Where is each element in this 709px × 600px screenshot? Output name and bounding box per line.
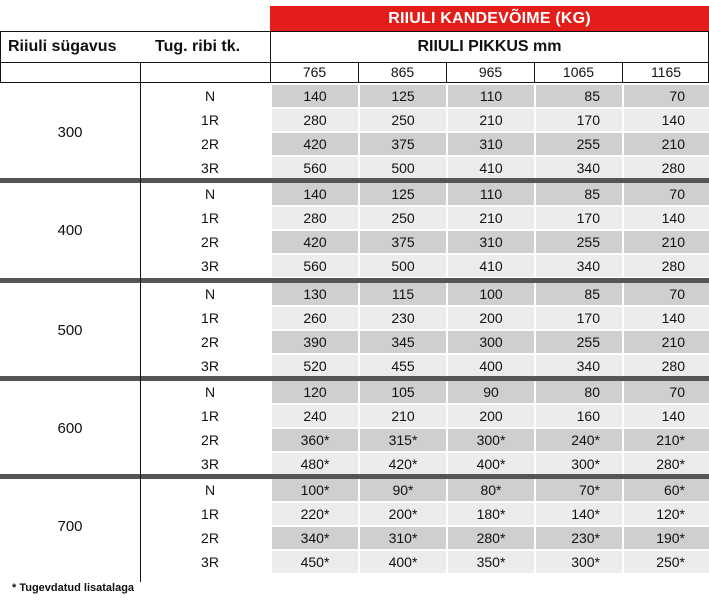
capacity-cell: 560 xyxy=(272,157,358,179)
capacity-cell: 250* xyxy=(624,551,709,573)
capacity-cell: 210 xyxy=(360,405,446,427)
capacity-cell: 210 xyxy=(624,231,709,253)
capacity-cell: 80 xyxy=(536,381,622,403)
divider xyxy=(140,62,141,582)
rib-count: 1R xyxy=(201,506,219,522)
depth-value: 400 xyxy=(57,221,83,239)
capacity-cell: 140 xyxy=(624,109,709,131)
rib-count: N xyxy=(204,88,216,104)
capacity-cell: 500 xyxy=(360,255,446,277)
table-row xyxy=(140,380,709,404)
table-row xyxy=(140,526,709,550)
capacity-cell: 115 xyxy=(360,283,446,305)
capacity-cell: 280* xyxy=(448,527,534,549)
table-row xyxy=(140,132,709,156)
capacity-cell: 105 xyxy=(360,381,446,403)
rib-count: N xyxy=(204,186,216,202)
length-value: 765 xyxy=(270,62,358,82)
table-row xyxy=(140,282,709,306)
capacity-cell: 420 xyxy=(272,133,358,155)
capacity-cell: 300* xyxy=(448,429,534,451)
capacity-cell: 180* xyxy=(448,503,534,525)
capacity-cell: 340 xyxy=(536,157,622,179)
capacity-cell: 375 xyxy=(360,133,446,155)
divider xyxy=(0,82,709,83)
rib-count: 3R xyxy=(201,258,219,274)
capacity-cell: 300 xyxy=(448,331,534,353)
capacity-cell: 70 xyxy=(624,283,709,305)
capacity-cell: 85 xyxy=(536,183,622,205)
capacity-cell: 310 xyxy=(448,231,534,253)
capacity-cell: 450* xyxy=(272,551,358,573)
capacity-cell: 220* xyxy=(272,503,358,525)
capacity-cell: 70 xyxy=(624,183,709,205)
capacity-cell: 90 xyxy=(448,381,534,403)
rib-count: 3R xyxy=(201,554,219,570)
capacity-cell: 70 xyxy=(624,381,709,403)
rib-count: N xyxy=(204,482,216,498)
capacity-cell: 255 xyxy=(536,133,622,155)
capacity-cell: 255 xyxy=(536,331,622,353)
rib-count: 1R xyxy=(201,112,219,128)
divider xyxy=(0,31,709,32)
capacity-cell: 260 xyxy=(272,307,358,329)
rib-count: N xyxy=(204,384,216,400)
capacity-cell: 255 xyxy=(536,231,622,253)
rib-count: 2R xyxy=(201,530,219,546)
table-row xyxy=(140,330,709,354)
capacity-cell: 190* xyxy=(624,527,709,549)
capacity-cell: 125 xyxy=(360,183,446,205)
capacity-cell: 200 xyxy=(448,307,534,329)
capacity-cell: 60* xyxy=(624,479,709,501)
rib-count: 1R xyxy=(201,408,219,424)
capacity-cell: 345 xyxy=(360,331,446,353)
capacity-cell: 230 xyxy=(360,307,446,329)
table-row xyxy=(140,550,709,574)
capacity-cell: 110 xyxy=(448,85,534,107)
divider xyxy=(270,31,271,82)
depth-column-header: Riiuli sügavus xyxy=(8,37,117,55)
capacity-cell: 520 xyxy=(272,355,358,377)
capacity-cell: 420* xyxy=(360,453,446,475)
capacity-cell: 280 xyxy=(624,255,709,277)
rib-count: 1R xyxy=(201,210,219,226)
capacity-cell: 90* xyxy=(360,479,446,501)
capacity-cell: 140 xyxy=(272,183,358,205)
capacity-cell: 140* xyxy=(536,503,622,525)
depth-value: 700 xyxy=(57,517,83,535)
capacity-cell: 410 xyxy=(448,255,534,277)
table-row xyxy=(140,404,709,428)
table-row xyxy=(140,84,709,108)
length-value: 1165 xyxy=(622,62,709,82)
table-row xyxy=(140,306,709,330)
capacity-cell: 85 xyxy=(536,283,622,305)
capacity-cell: 500 xyxy=(360,157,446,179)
capacity-cell: 140 xyxy=(624,405,709,427)
rib-count: 2R xyxy=(201,334,219,350)
table-row xyxy=(140,108,709,132)
capacity-cell: 125 xyxy=(360,85,446,107)
capacity-cell: 210* xyxy=(624,429,709,451)
rib-count: 2R xyxy=(201,432,219,448)
capacity-cell: 390 xyxy=(272,331,358,353)
capacity-cell: 120* xyxy=(624,503,709,525)
capacity-cell: 100 xyxy=(448,283,534,305)
capacity-cell: 315* xyxy=(360,429,446,451)
capacity-cell: 70 xyxy=(624,85,709,107)
capacity-cell: 140 xyxy=(272,85,358,107)
ribs-column-header: Tug. ribi tk. xyxy=(155,37,241,55)
table-row xyxy=(140,182,709,206)
capacity-cell: 560 xyxy=(272,255,358,277)
rib-count: 2R xyxy=(201,234,219,250)
capacity-cell: 340* xyxy=(272,527,358,549)
capacity-cell: 70* xyxy=(536,479,622,501)
capacity-cell: 160 xyxy=(536,405,622,427)
length-column-header: RIIULI PIKKUS mm xyxy=(417,37,562,55)
capacity-cell: 280 xyxy=(272,207,358,229)
capacity-cell: 200* xyxy=(360,503,446,525)
capacity-cell: 300* xyxy=(536,551,622,573)
capacity-cell: 170 xyxy=(536,207,622,229)
depth-value: 500 xyxy=(57,321,83,339)
table-row xyxy=(140,354,709,378)
table-row xyxy=(140,156,709,180)
capacity-cell: 140 xyxy=(624,207,709,229)
capacity-cell: 340 xyxy=(536,255,622,277)
rib-count: 1R xyxy=(201,310,219,326)
capacity-cell: 250 xyxy=(360,109,446,131)
rib-count: N xyxy=(204,286,216,302)
capacity-cell: 310 xyxy=(448,133,534,155)
length-value: 1065 xyxy=(534,62,622,82)
capacity-cell: 210 xyxy=(624,133,709,155)
capacity-cell: 85 xyxy=(536,85,622,107)
capacity-cell: 240 xyxy=(272,405,358,427)
capacity-cell: 455 xyxy=(360,355,446,377)
capacity-cell: 350* xyxy=(448,551,534,573)
capacity-cell: 200 xyxy=(448,405,534,427)
depth-value: 600 xyxy=(57,419,83,437)
capacity-cell: 375 xyxy=(360,231,446,253)
capacity-cell: 480* xyxy=(272,453,358,475)
capacity-cell: 300* xyxy=(536,453,622,475)
divider xyxy=(0,31,1,82)
capacity-cell: 210 xyxy=(624,331,709,353)
capacity-cell: 310* xyxy=(360,527,446,549)
capacity-cell: 210 xyxy=(448,207,534,229)
capacity-cell: 170 xyxy=(536,307,622,329)
table-row xyxy=(140,230,709,254)
table-row xyxy=(140,452,709,476)
capacity-cell: 280* xyxy=(624,453,709,475)
rib-count: 3R xyxy=(201,358,219,374)
capacity-cell: 250 xyxy=(360,207,446,229)
table-row xyxy=(140,428,709,452)
footnote: * Tugevdatud lisatalaga xyxy=(12,582,135,594)
capacity-cell: 240* xyxy=(536,429,622,451)
capacity-cell: 80* xyxy=(448,479,534,501)
capacity-cell: 130 xyxy=(272,283,358,305)
capacity-cell: 400* xyxy=(360,551,446,573)
capacity-cell: 120 xyxy=(272,381,358,403)
capacity-cell: 360* xyxy=(272,429,358,451)
capacity-cell: 230* xyxy=(536,527,622,549)
length-values-row xyxy=(270,62,709,82)
table-row xyxy=(140,502,709,526)
capacity-cell: 170 xyxy=(536,109,622,131)
capacity-cell: 400 xyxy=(448,355,534,377)
rib-count: 3R xyxy=(201,456,219,472)
length-value: 865 xyxy=(358,62,446,82)
capacity-cell: 210 xyxy=(448,109,534,131)
capacity-cell: 410 xyxy=(448,157,534,179)
capacity-cell: 340 xyxy=(536,355,622,377)
depth-value: 300 xyxy=(57,123,83,141)
table-row xyxy=(140,254,709,278)
capacity-cell: 140 xyxy=(624,307,709,329)
capacity-cell: 420 xyxy=(272,231,358,253)
table-row xyxy=(140,206,709,230)
capacity-cell: 280 xyxy=(272,109,358,131)
capacity-cell: 280 xyxy=(624,157,709,179)
rib-count: 3R xyxy=(201,160,219,176)
capacity-cell: 400* xyxy=(448,453,534,475)
rib-count: 2R xyxy=(201,136,219,152)
table-banner: RIIULI KANDEVÕIME (KG) xyxy=(270,6,709,31)
table-row xyxy=(140,478,709,502)
length-value: 965 xyxy=(446,62,534,82)
capacity-cell: 280 xyxy=(624,355,709,377)
capacity-cell: 100* xyxy=(272,479,358,501)
capacity-cell: 110 xyxy=(448,183,534,205)
